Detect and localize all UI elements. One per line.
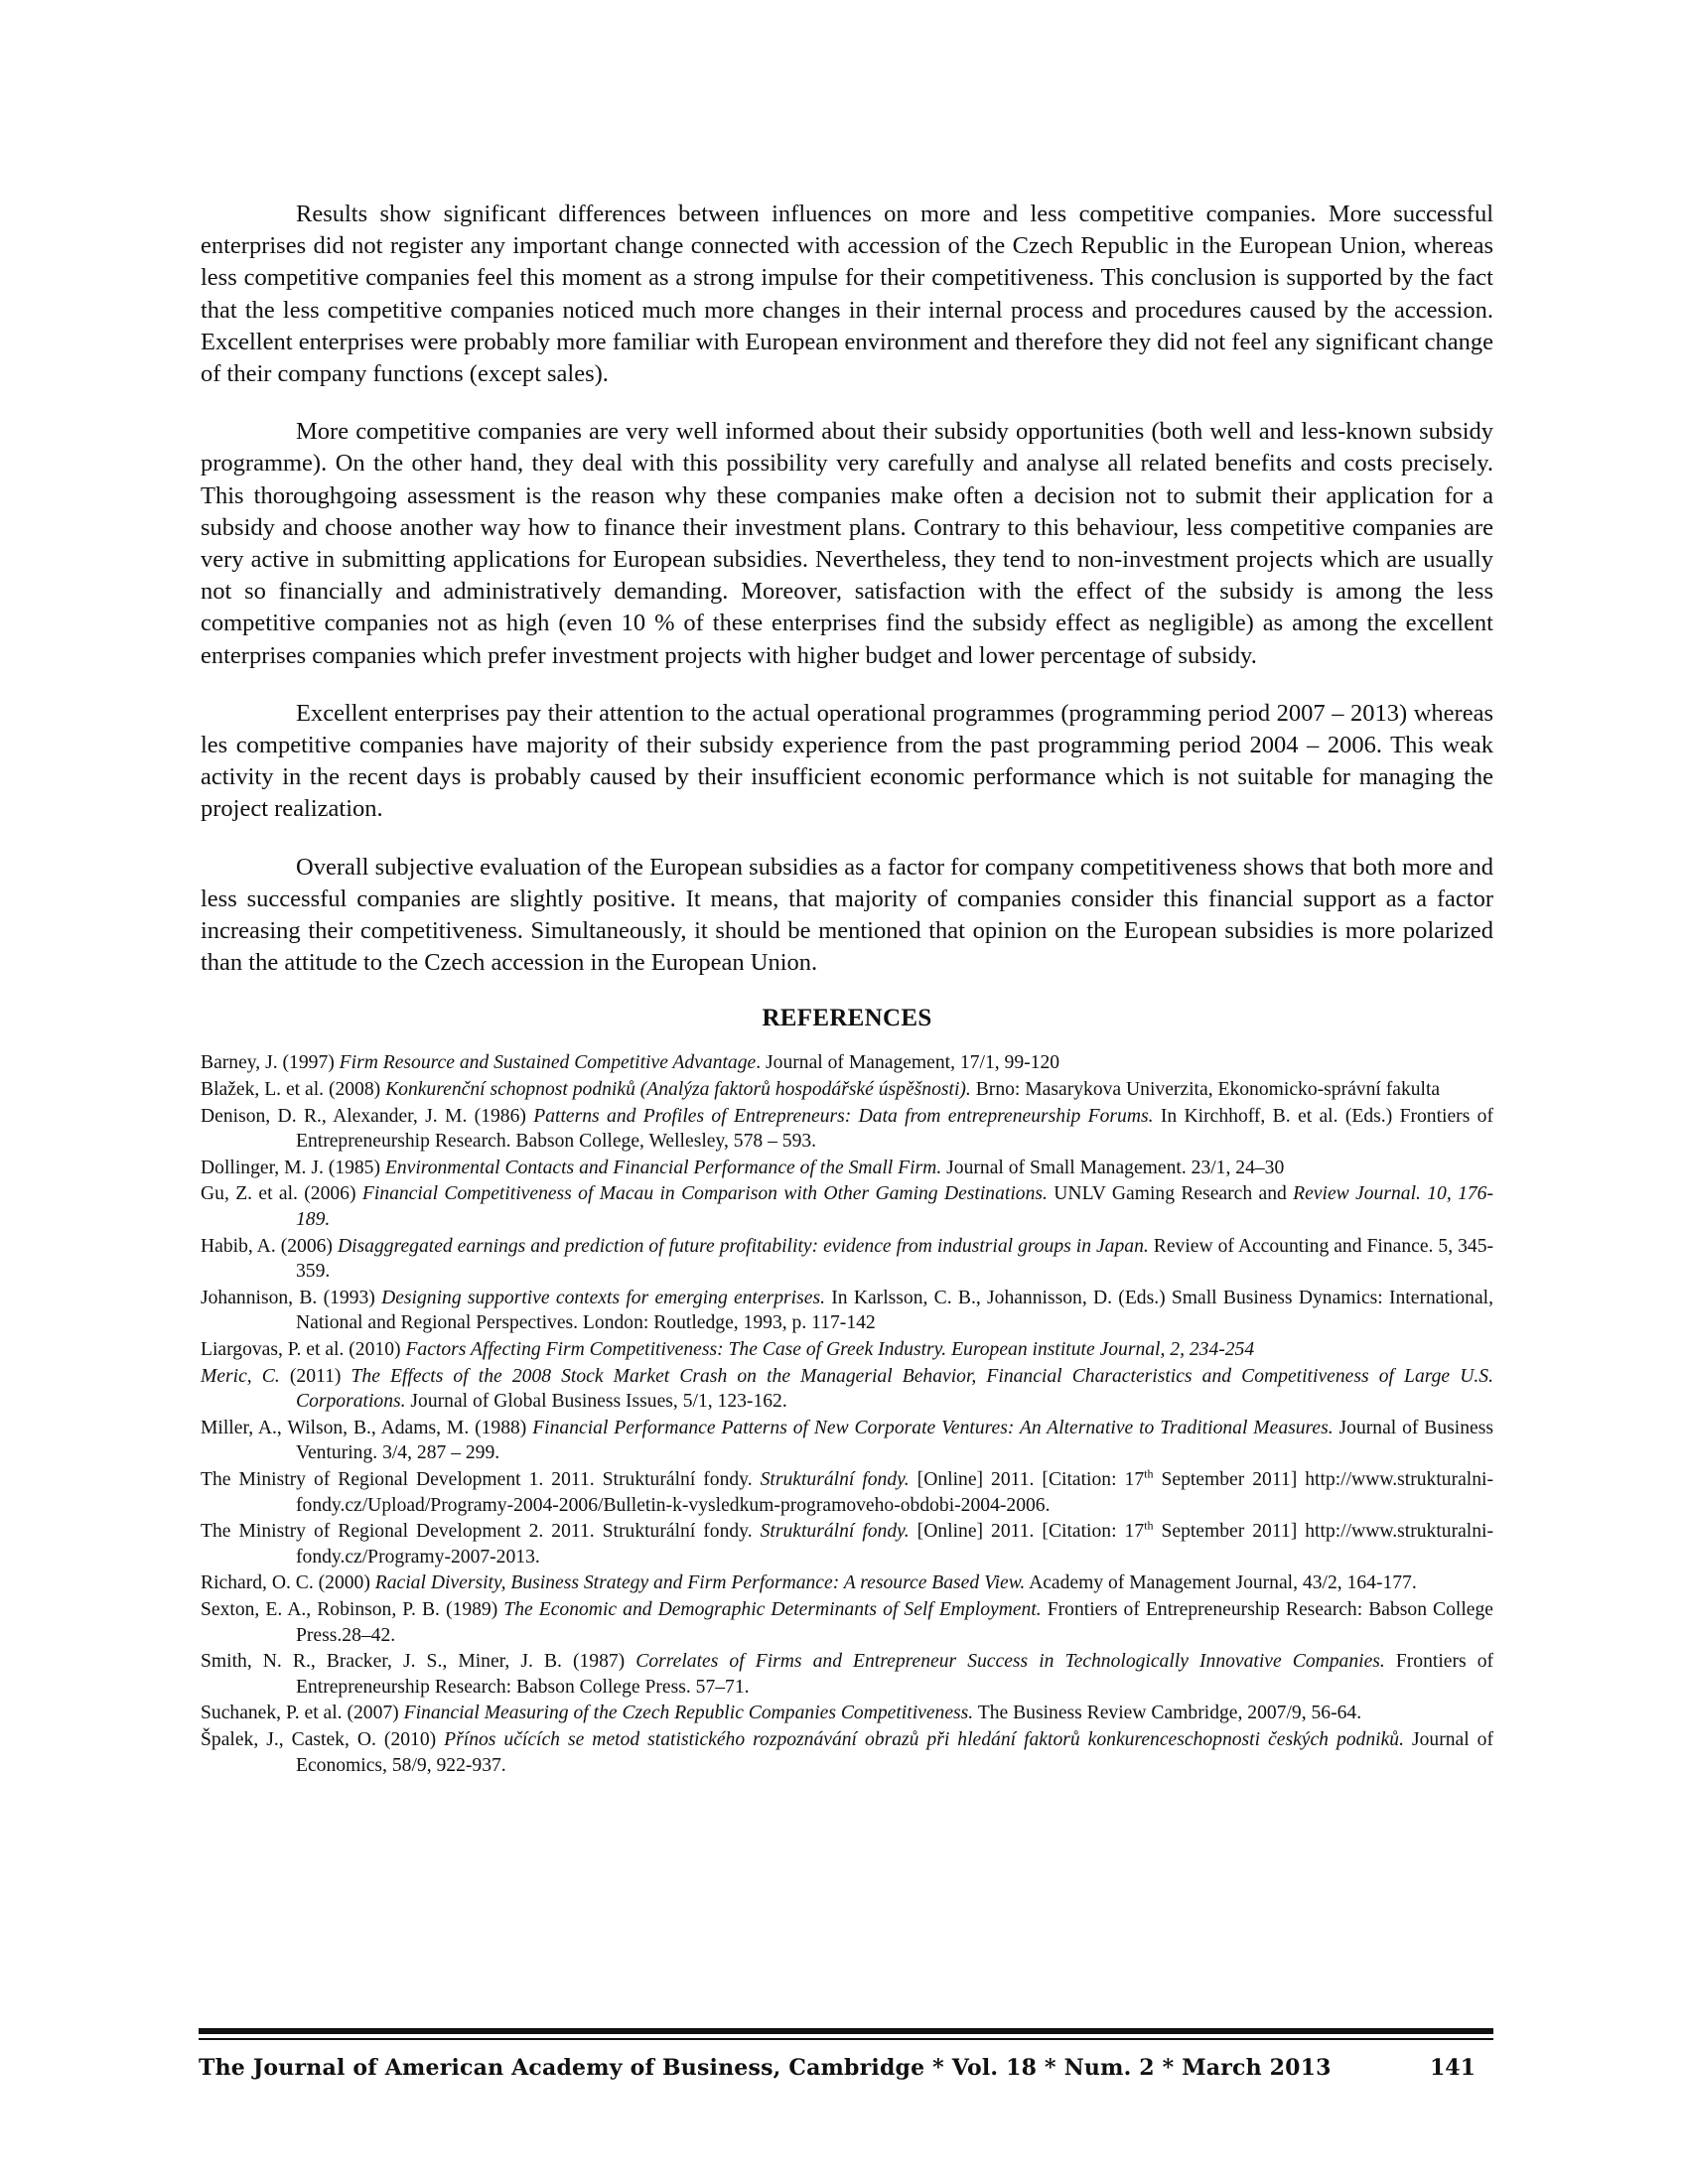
reference-text: Denison, D. R., Alexander, J. M. (1986) xyxy=(201,1105,534,1127)
reference-title: The Effects of the 2008 Stock Market Crash on the Managerial Behavior, Financial Characteristics and Competitiveness of Large U.S. Corporations. xyxy=(296,1365,1493,1413)
reference-text: Smith, N. R., Bracker, J. S., Miner, J. B. (1987) xyxy=(201,1651,636,1673)
reference-title: Factors Affecting Firm Competitiveness: The Case of Greek Industry. European institute Journal, 2, 234-254 xyxy=(405,1339,1255,1360)
reference-text: Journal of Small Management. 23/1, 24–30 xyxy=(941,1157,1285,1178)
reference-text: Dollinger, M. J. (1985) xyxy=(201,1157,385,1178)
reference-title: Correlates of Firms and Entrepreneur Success in Technologically Innovative Companies. xyxy=(635,1651,1385,1673)
reference-item xyxy=(201,1597,1493,1648)
reference-title: Přínos učících se metod statistického rozpoznávání obrazů při hledání faktorů konkurenceschopnosti českých podniků. xyxy=(444,1728,1404,1750)
reference-text: Brno: Masarykova Univerzita, Ekonomicko-správní fakulta xyxy=(970,1079,1441,1101)
reference-text: (2011) xyxy=(279,1365,352,1387)
reference-text: Academy of Management Journal, 43/2, 164-177. xyxy=(1025,1572,1417,1594)
reference-text: Blažek, L. et al. (2008) xyxy=(201,1079,386,1101)
reference-title: Racial Diversity, Business Strategy and Firm Performance: A resource Based View. xyxy=(374,1572,1026,1594)
reference-text: UNLV Gaming Research and xyxy=(1047,1183,1294,1205)
reference-text: Miller, A., Wilson, B., Adams, M. (1988) xyxy=(201,1417,533,1438)
reference-text: Barney, J. (1997) xyxy=(201,1052,340,1074)
reference-text: The Ministry of Regional Development 1. 2011. Strukturální fondy. xyxy=(201,1468,761,1490)
reference-text: Frontiers of Entrepreneurship Research: Babson College Press. 57–71. xyxy=(296,1651,1494,1698)
body-paragraph: Excellent enterprises pay their attention to the actual operational programmes (programming period 2007 – 2013) whereas les competitive companies have majority of their subsidy experience from the past programming period 2004 – 2006. This weak activity in the recent days is probably caused by their insufficient economic performance which is not suitable for managing the project realization. xyxy=(201,699,1493,823)
body-paragraph: More competitive companies are very well informed about their subsidy opportunities (both well and less-known subsidy programme). On the other hand, they deal with this possibility very carefully and analyse all related benefits and costs precisely. This thoroughgoing assessment is the reason why these companies make often a decision not to submit their application for a subsidy and choose another way how to finance their investment plans. Contrary to this behaviour, less competitive companies are very active in submitting applications for European subsidies. Nevertheless, they tend to non-investment projects which are usually not so financially and administratively demanding. Moreover, satisfaction with the effect of the subsidy is among the less competitive companies not as high (even 10 % of these enterprises find the subsidy effect as negligible) as among the excellent enterprises companies which prefer investment projects with higher budget and lower percentage of subsidy. xyxy=(201,418,1493,669)
reference-text: [Online] 2011. [Citation: 17 xyxy=(909,1521,1145,1543)
reference-item xyxy=(201,1077,1493,1103)
reference-title: Designing supportive contexts for emerging enterprises. xyxy=(381,1287,825,1308)
reference-item xyxy=(201,1286,1493,1336)
reference-item xyxy=(201,1570,1493,1596)
reference-text: The Ministry of Regional Development 2. 2011. Strukturální fondy. xyxy=(201,1521,761,1543)
reference-text: Review of Accounting and Finance. 5, 345-359. xyxy=(296,1235,1494,1283)
reference-text: Suchanek, P. et al. (2007) xyxy=(201,1703,404,1724)
reference-text: Journal of Global Business Issues, 5/1, 123-162. xyxy=(405,1391,787,1413)
reference-item xyxy=(201,1519,1493,1570)
reference-title: Strukturální fondy. xyxy=(760,1468,910,1490)
reference-text: Frontiers of Entrepreneurship Research: Babson College Press.28–42. xyxy=(296,1598,1493,1646)
reference-item xyxy=(201,1156,1493,1181)
reference-title: The Economic and Demographic Determinants of Self Employment. xyxy=(503,1598,1042,1620)
reference-text: Journal of Economics, 58/9, 922-937. xyxy=(296,1728,1493,1776)
reference-item xyxy=(201,1364,1493,1415)
reference-title: Review Journal. 10, 176-189. xyxy=(296,1183,1494,1231)
reference-text: Habib, A. (2006) xyxy=(201,1235,338,1257)
reference-title: Konkurenční schopnost podniků (Analýza faktorů hospodářské úspěšnosti). xyxy=(385,1079,971,1101)
reference-item xyxy=(201,1337,1493,1363)
footer-rule-thin xyxy=(199,2038,1493,2040)
reference-title: Strukturální fondy. xyxy=(760,1521,910,1543)
reference-item xyxy=(201,1104,1493,1155)
page-body xyxy=(201,199,1493,1779)
reference-title: Meric, C. xyxy=(201,1365,280,1387)
reference-text: Johannison, B. (1993) xyxy=(201,1287,382,1308)
reference-title: Financial Measuring of the Czech Republic Companies Competitiveness. xyxy=(403,1703,974,1724)
reference-item xyxy=(201,1416,1493,1466)
reference-text: In Kirchhoff, B. et al. (Eds.) Frontiers of Entrepreneurship Research. Babson College, Wellesley, 578 – 593. xyxy=(296,1105,1493,1153)
body-paragraph: Overall subjective evaluation of the European subsidies as a factor for company competitiveness shows that both more and less successful companies are slightly positive. It means, that majority of companies consider this financial support as a factor increasing their competitiveness. Simultaneously, it should be mentioned that opinion on the European subsidies is more polarized than the attitude to the Czech accession in the European Union. xyxy=(201,853,1493,977)
reference-text: September 2011] http://www.strukturalni-fondy.cz/Upload/Programy-2004-2006/Bulletin-k-vysledkum-programoveho-obdobi-2004-2006. xyxy=(296,1468,1494,1516)
reference-text: [Online] 2011. [Citation: 17 xyxy=(909,1468,1145,1490)
reference-text: Richard, O. C. (2000) xyxy=(201,1572,375,1594)
reference-text: . Journal of Management, 17/1, 99-120 xyxy=(756,1052,1060,1074)
reference-text: Liargovas, P. et al. (2010) xyxy=(201,1339,406,1360)
reference-text: Journal of Business Venturing. 3/4, 287 – 299. xyxy=(296,1417,1493,1464)
reference-title: Firm Resource and Sustained Competitive Advantage xyxy=(339,1052,757,1074)
reference-text: September 2011] http://www.strukturalni-fondy.cz/Programy-2007-2013. xyxy=(296,1521,1494,1568)
reference-item xyxy=(201,1181,1493,1232)
page-number: 141 xyxy=(1430,2055,1476,2081)
reference-text: Gu, Z. et al. (2006) xyxy=(201,1183,362,1205)
reference-text: The Business Review Cambridge, 2007/9, 56-64. xyxy=(973,1703,1362,1724)
reference-title: Financial Competitiveness of Macau in Comparison with Other Gaming Destinations. xyxy=(361,1183,1048,1205)
reference-title: Environmental Contacts and Financial Performance of the Small Firm. xyxy=(384,1157,942,1178)
footer-journal-citation: The Journal of American Academy of Business, Cambridge * Vol. 18 * Num. 2 * March 2013 xyxy=(199,2055,1332,2081)
footer-rule-thick xyxy=(199,2028,1493,2034)
reference-item xyxy=(201,1727,1493,1778)
reference-item xyxy=(201,1701,1493,1726)
reference-text: In Karlsson, C. B., Johannisson, D. (Eds.) Small Business Dynamics: International, National and Regional Perspectives. London: Routledge, 1993, p. 117-142 xyxy=(296,1287,1493,1334)
reference-title: Disaggregated earnings and prediction of future profitability: evidence from industrial groups in Japan. xyxy=(337,1235,1149,1257)
reference-item xyxy=(201,1649,1493,1700)
reference-superscript: th xyxy=(1144,1518,1154,1533)
reference-superscript: th xyxy=(1144,1466,1154,1481)
reference-item xyxy=(201,1467,1493,1518)
reference-text: Sexton, E. A., Robinson, P. B. (1989) xyxy=(201,1598,504,1620)
reference-title: Patterns and Profiles of Entrepreneurs: Data from entrepreneurship Forums. xyxy=(533,1105,1154,1127)
references-heading: REFERENCES xyxy=(762,1005,932,1032)
reference-item xyxy=(201,1234,1493,1285)
references-list xyxy=(201,1050,1493,1778)
body-paragraph: Results show significant differences between influences on more and less competitive companies. More successful enterprises did not register any important change connected with accession of the Czech Republic in the European Union, whereas less competitive companies feel this moment as a strong impulse for their competitiveness. This conclusion is supported by the fact that the less competitive companies noticed much more changes in their internal process and procedures caused by the accession. Excellent enterprises were probably more familiar with European environment and therefore they did not feel any significant change of their company functions (except sales). xyxy=(201,201,1493,388)
reference-item xyxy=(201,1050,1493,1076)
reference-text: Špalek, J., Castek, O. (2010) xyxy=(201,1728,445,1750)
reference-title: Financial Performance Patterns of New Corporate Ventures: An Alternative to Traditional Measures. xyxy=(532,1417,1334,1438)
